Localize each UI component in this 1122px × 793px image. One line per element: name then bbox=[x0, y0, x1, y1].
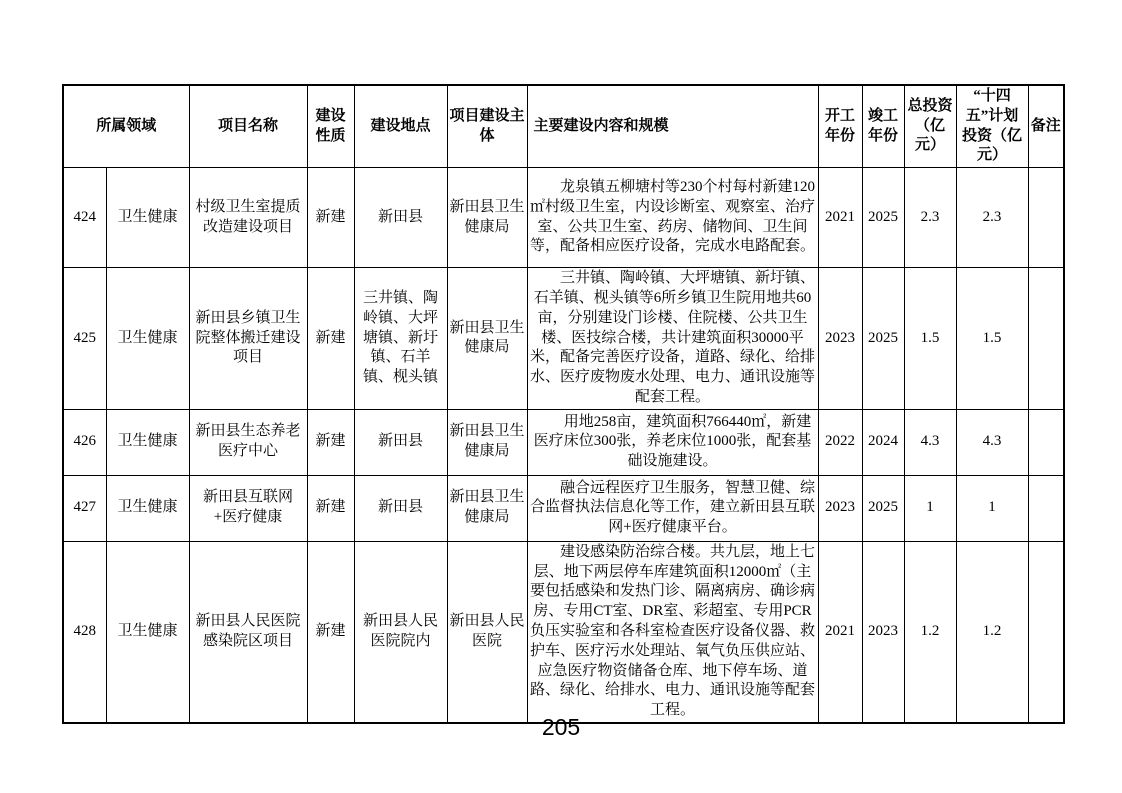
row-plan-investment: 1 bbox=[956, 475, 1028, 541]
row-location: 三井镇、陶岭镇、大坪塘镇、新圩镇、石羊镇、枧头镇 bbox=[354, 268, 447, 410]
row-subject: 新田县卫生健康局 bbox=[447, 475, 527, 541]
row-project-name: 新田县乡镇卫生院整体搬迁建设项目 bbox=[189, 268, 307, 410]
row-content: 用地258亩，建筑面积766440㎡，新建医疗床位300张，养老床位1000张，配套基础设施建设。 bbox=[527, 409, 818, 475]
row-subject: 新田县卫生健康局 bbox=[447, 268, 527, 410]
header-nature: 建设性质 bbox=[307, 85, 354, 168]
row-end-year: 2025 bbox=[862, 475, 904, 541]
row-subject: 新田县卫生健康局 bbox=[447, 409, 527, 475]
row-nature: 新建 bbox=[307, 409, 354, 475]
row-project-name: 村级卫生室提质改造建设项目 bbox=[189, 168, 307, 268]
row-subject: 新田县卫生健康局 bbox=[447, 168, 527, 268]
row-start-year: 2023 bbox=[818, 475, 862, 541]
row-content: 融合远程医疗卫生服务，智慧卫健、综合监督执法信息化等工作，建立新田县互联网+医疗健康平台。 bbox=[527, 475, 818, 541]
table-row bbox=[63, 409, 1064, 475]
row-total-investment: 2.3 bbox=[904, 168, 956, 268]
row-project-name: 新田县人民医院感染院区项目 bbox=[189, 541, 307, 723]
header-plan-investment: “十四五”计划投资（亿元） bbox=[956, 85, 1028, 168]
row-total-investment: 1.5 bbox=[904, 268, 956, 410]
row-project-name: 新田县互联网+医疗健康 bbox=[189, 475, 307, 541]
header-remark: 备注 bbox=[1028, 85, 1064, 168]
header-start-year: 开工年份 bbox=[818, 85, 862, 168]
row-id: 428 bbox=[63, 541, 106, 723]
row-total-investment: 4.3 bbox=[904, 409, 956, 475]
row-total-investment: 1 bbox=[904, 475, 956, 541]
row-field: 卫生健康 bbox=[106, 168, 189, 268]
row-nature: 新建 bbox=[307, 541, 354, 723]
table-row bbox=[63, 475, 1064, 541]
row-id: 426 bbox=[63, 409, 106, 475]
row-end-year: 2024 bbox=[862, 409, 904, 475]
header-end-year: 竣工年份 bbox=[862, 85, 904, 168]
row-field: 卫生健康 bbox=[106, 268, 189, 410]
row-remark bbox=[1028, 409, 1064, 475]
row-remark bbox=[1028, 475, 1064, 541]
table-header-row bbox=[63, 85, 1064, 168]
row-remark bbox=[1028, 168, 1064, 268]
row-id: 424 bbox=[63, 168, 106, 268]
header-domain: 所属领域 bbox=[63, 85, 189, 168]
header-total-investment: 总投资（亿元） bbox=[904, 85, 956, 168]
row-project-name: 新田县生态养老医疗中心 bbox=[189, 409, 307, 475]
row-location: 新田县人民医院院内 bbox=[354, 541, 447, 723]
row-id: 425 bbox=[63, 268, 106, 410]
row-start-year: 2023 bbox=[818, 268, 862, 410]
row-end-year: 2025 bbox=[862, 268, 904, 410]
table-row bbox=[63, 268, 1064, 410]
row-plan-investment: 4.3 bbox=[956, 409, 1028, 475]
row-start-year: 2022 bbox=[818, 409, 862, 475]
row-content: 三井镇、陶岭镇、大坪塘镇、新圩镇、石羊镇、枧头镇等6所乡镇卫生院用地共60亩，分别建设门诊楼、住院楼、公共卫生楼、医技综合楼，共计建筑面积30000平米，配备完善医疗设备，道路、绿化、给排水、医疗废物废水处理、电力、通讯设施等配套工程。 bbox=[527, 268, 818, 410]
row-nature: 新建 bbox=[307, 168, 354, 268]
row-field: 卫生健康 bbox=[106, 409, 189, 475]
row-plan-investment: 1.5 bbox=[956, 268, 1028, 410]
row-content: 建设感染防治综合楼。共九层，地上七层、地下两层停车库建筑面积12000㎡（主要包括感染和发热门诊、隔离病房、确诊病房、专用CT室、DR室、彩超室、专用PCR负压实验室和各科室检查医疗设备仪器、救护车、医疗污水处理站、氧气负压供应站、应急医疗物资储备仓库、地下停车场、道路、绿化、给排水、电力、通讯设施等配套工程。 bbox=[527, 541, 818, 723]
row-end-year: 2025 bbox=[862, 168, 904, 268]
header-content: 主要建设内容和规模 bbox=[527, 85, 818, 168]
projects-table bbox=[62, 84, 1065, 724]
row-remark bbox=[1028, 268, 1064, 410]
row-location: 新田县 bbox=[354, 409, 447, 475]
row-nature: 新建 bbox=[307, 268, 354, 410]
row-subject: 新田县人民医院 bbox=[447, 541, 527, 723]
header-project-name: 项目名称 bbox=[189, 85, 307, 168]
row-start-year: 2021 bbox=[818, 168, 862, 268]
row-field: 卫生健康 bbox=[106, 541, 189, 723]
row-id: 427 bbox=[63, 475, 106, 541]
table-row bbox=[63, 168, 1064, 268]
row-content: 龙泉镇五柳塘村等230个村每村新建120㎡村级卫生室，内设诊断室、观察室、治疗室、公共卫生室、药房、储物间、卫生间等，配备相应医疗设备，完成水电路配套。 bbox=[527, 168, 818, 268]
row-total-investment: 1.2 bbox=[904, 541, 956, 723]
row-field: 卫生健康 bbox=[106, 475, 189, 541]
page-number: 205 bbox=[541, 714, 581, 740]
row-nature: 新建 bbox=[307, 475, 354, 541]
table-row bbox=[63, 541, 1064, 723]
header-location: 建设地点 bbox=[354, 85, 447, 168]
row-location: 新田县 bbox=[354, 475, 447, 541]
row-start-year: 2021 bbox=[818, 541, 862, 723]
row-plan-investment: 1.2 bbox=[956, 541, 1028, 723]
row-location: 新田县 bbox=[354, 168, 447, 268]
row-plan-investment: 2.3 bbox=[956, 168, 1028, 268]
row-remark bbox=[1028, 541, 1064, 723]
row-end-year: 2023 bbox=[862, 541, 904, 723]
header-subject: 项目建设主体 bbox=[447, 85, 527, 168]
